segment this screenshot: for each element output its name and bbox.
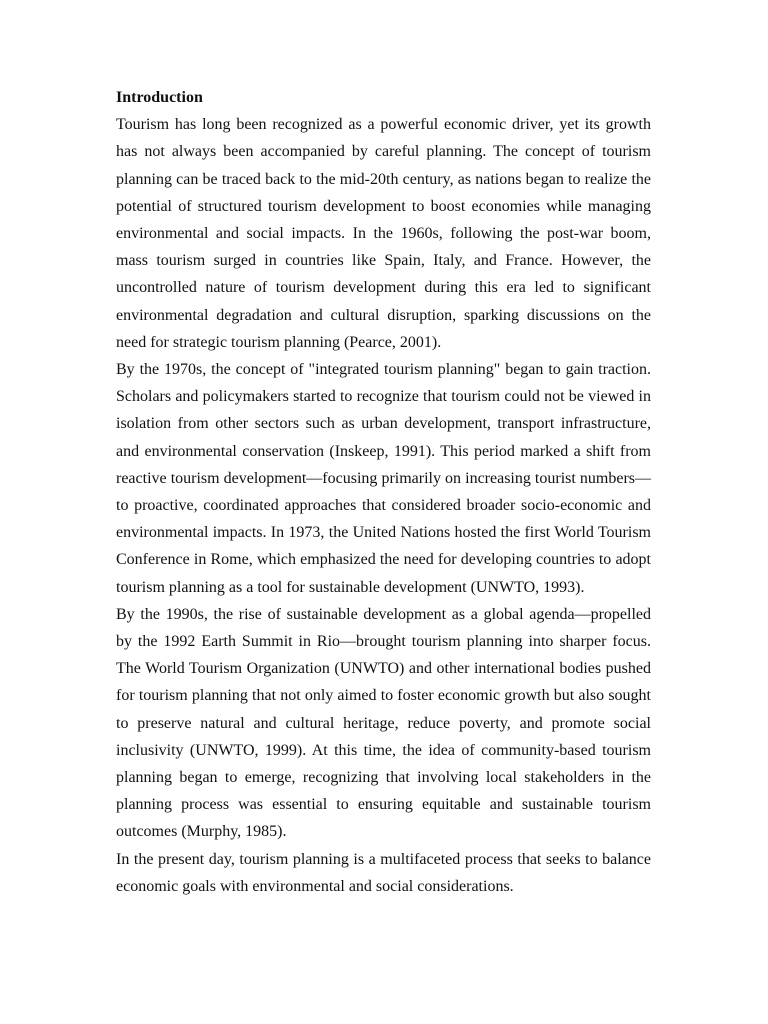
document-page bbox=[116, 84, 651, 900]
paragraph-3: By the 1990s, the rise of sustainable development as a global agenda—propelled by the 1992 Earth Summit in Rio—brought tourism planning into sharper focus. The World Tourism Organization (UNWTO) and other international bodies pushed for tourism planning that not only aimed to foster economic growth but also sought to preserve natural and cultural heritage, reduce poverty, and promote social inclusivity (UNWTO, 1999). At this time, the idea of community-based tourism planning began to emerge, recognizing that involving local stakeholders in the planning process was essential to ensuring equitable and sustainable tourism outcomes (Murphy, 1985). bbox=[116, 605, 651, 841]
section-heading: Introduction bbox=[116, 89, 203, 106]
paragraph-4: In the present day, tourism planning is a multifaceted process that seeks to balance economic goals with environmental and social considerations. bbox=[116, 850, 651, 895]
paragraph-2: By the 1970s, the concept of "integrated tourism planning" began to gain traction. Scholars and policymakers started to recognize that tourism could not be viewed in isolation from other sectors such as urban development, transport infrastructure, and environmental conservation (Inskeep, 1991). This period marked a shift from reactive tourism development—focusing primarily on increasing tourist numbers—to proactive, coordinated approaches that considered broader socio-economic and environmental impacts. In 1973, the United Nations hosted the first World Tourism Conference in Rome, which emphasized the need for developing countries to adopt tourism planning as a tool for sustainable development (UNWTO, 1993). bbox=[116, 361, 651, 596]
paragraph-1: Tourism has long been recognized as a powerful economic driver, yet its growth has not always been accompanied by careful planning. The concept of tourism planning can be traced back to the mid-20th century, as nations began to realize the potential of structured tourism development to boost economies while managing environmental and social impacts. In the 1960s, following the post-war boom, mass tourism surged in countries like Spain, Italy, and France. However, the uncontrolled nature of tourism development during this era led to significant environmental degradation and cultural disruption, sparking discussions on the need for strategic tourism planning (Pearce, 2001). bbox=[116, 116, 651, 351]
